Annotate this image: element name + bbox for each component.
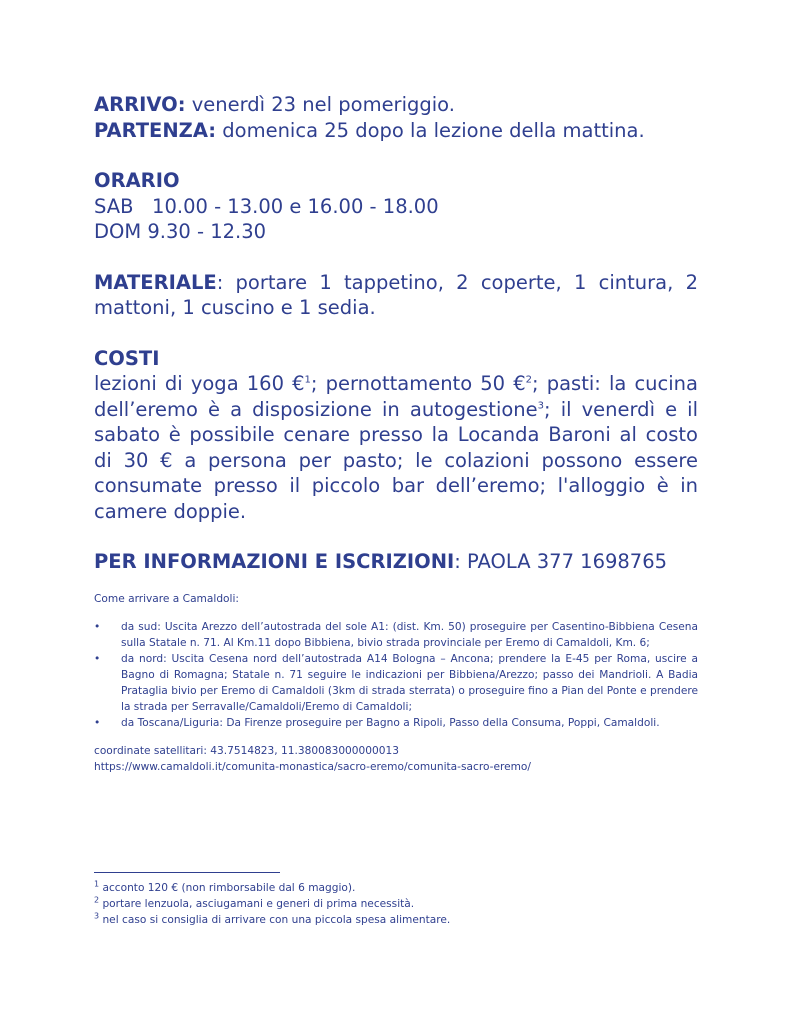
list-item: • da sud: Uscita Arezzo dell’autostrada del sole A1: (dist. Km. 50) proseguire per Casentino-Bibbiena Cesena sulla Statale n. 71. Al Km.11 dopo Bibbiena, bivio strada provinciale per Eremo di Camaldoli, Km. 6; [121, 619, 698, 651]
materials-label: MATERIALE [94, 270, 217, 294]
departure-line [94, 118, 698, 144]
contact-label: PER INFORMAZIONI E ISCRIZIONI [94, 550, 455, 573]
schedule-section [94, 92, 698, 143]
arrival-text: venerdì 23 nel pomeriggio. [185, 93, 455, 116]
materials-section [94, 270, 698, 321]
timetable-saturday: SAB 10.00 - 13.00 e 16.00 - 18.00 [94, 194, 439, 218]
list-item: • da Toscana/Liguria: Da Firenze proseguire per Bagno a Ripoli, Passo della Consuma, Poppi, Camaldoli. [121, 715, 698, 731]
contact-text: : PAOLA 377 1698765 [454, 550, 668, 573]
costs-paragraph: lezioni di yoga 160 €$^1$; pernottamento 50 €$^2$; pasti: la cucina dell’eremo è a disposizione in autogestione$^3$; il venerdì e il sabato è possibile cenare presso la Locanda Baroni al costo di 30 € a persona per pasto; le colazioni possono essere consumate presso il piccolo bar dell’eremo; l'alloggio è in camere doppie. [94, 372, 698, 523]
materials-paragraph [94, 270, 698, 321]
directions-section [94, 591, 698, 775]
coordinates: coordinate satellitari: 43.7514823, 11.380083000000013 [94, 744, 399, 757]
timetable-section [94, 168, 698, 245]
website-link[interactable]: https://www.camaldoli.it/comunita-monastica/sacro-eremo/comunita-sacro-eremo/ [94, 760, 531, 773]
document-body [94, 92, 698, 775]
departure-label: PARTENZA: [94, 118, 217, 142]
costs-heading: COSTI [94, 346, 160, 370]
footnote-3: $^3$ nel caso si consiglia di arrivare con una piccola spesa alimentare. [94, 911, 451, 926]
footnote-2: $^2$ portare lenzuola, asciugamani e generi di prima necessità. [94, 895, 415, 910]
footnote-1: $^1$ acconto 120 € (non rimborsabile dal 6 maggio). [94, 879, 356, 894]
directions-title: Come arrivare a Camaldoli: [94, 592, 239, 605]
arrival-line [94, 92, 698, 118]
footnotes [94, 880, 698, 928]
footnote-ref-3[interactable]: 3 [537, 400, 545, 411]
materials-text: : portare 1 tappetino, 2 coperte, 1 cintura, 2 mattoni, 1 cuscino e 1 sedia. [94, 270, 698, 319]
contact-line [94, 549, 698, 575]
departure-text: domenica 25 dopo la lezione della mattina. [216, 118, 645, 142]
directions-list [94, 619, 698, 731]
footnote-ref-2[interactable]: 2 [525, 374, 532, 386]
costs-section [94, 346, 698, 525]
footnote-separator [94, 872, 280, 873]
footnote-ref-1[interactable]: 1 [304, 374, 311, 386]
list-item: • da nord: Uscita Cesena nord dell’autostrada A14 Bologna – Ancona; prendere la E-45 per Roma, uscire a Bagno di Romagna; Statale n. 71 seguire le indicazioni per Bibbiena/Arezzo; passo dei Mandrioli. A Badia Prataglia bivio per Eremo di Camaldoli (3km di strada sterrata) o proseguire fino a Pian del Ponte e prendere la strada per Serravalle/Camaldoli/Eremo di Camaldoli; [121, 651, 698, 715]
arrival-label: ARRIVO: [94, 93, 186, 116]
timetable-heading: ORARIO [94, 169, 180, 192]
timetable-sunday: DOM 9.30 - 12.30 [94, 220, 267, 243]
